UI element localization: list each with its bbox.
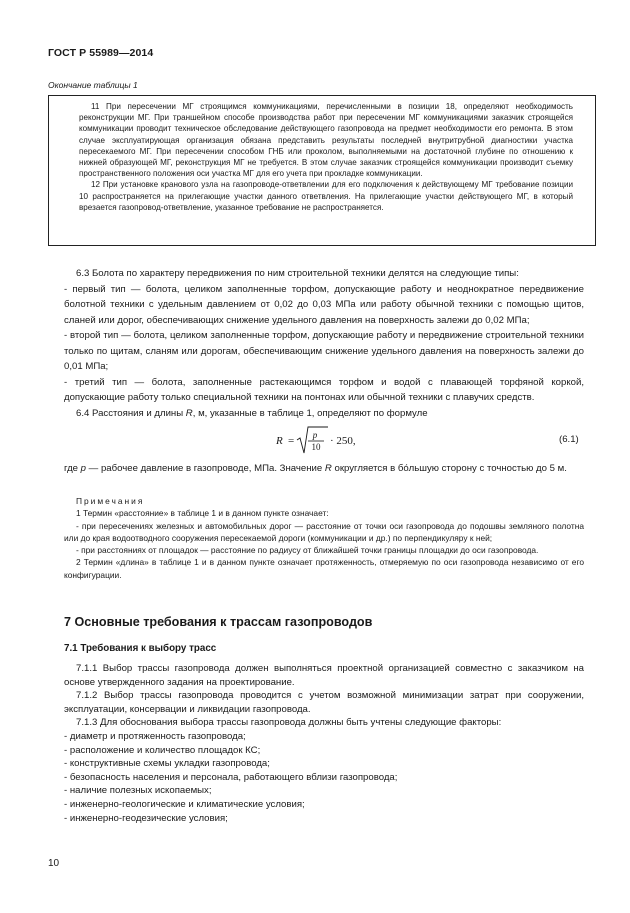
para-7-1-3: 7.1.3 Для обоснования выбора трассы газопровода должны быть учтены следующие факторы: <box>76 717 502 729</box>
swamp-type-1: - первый тип — болота, целиком заполненные торфом, допускающие работу и неоднократное передвижение болотной техники с удельным давлением от 0,02 до 0,03 МПа или работу обычной техники с помощью щитов, сланей или дорог, обеспечивающих снижение удельного давления на поверхность залежи до 0,02 МПа; <box>64 283 584 326</box>
formula-numerator: p <box>312 430 318 440</box>
factor-item: - диаметр и протяженность газопровода; <box>64 730 246 742</box>
section-6-3 <box>64 266 584 421</box>
where-clause: где p — рабочее давление в газопроводе, МПа. Значение R округляется в бо́льшую сторону с точностью до 5 м. <box>64 463 567 474</box>
table-note-12: 12 При установке кранового узла на газопроводе-ответвлении для его подключения к действующему МГ требование позиции 10 распространяется на прилегающие участки данного ответвления. На прилегающие участки действующего МГ, в который врезается газопровод-ответвление, указанное требование не распространяется. <box>79 180 573 212</box>
note-1a: - при пересечениях железных и автомобильных дорог — расстояние от точки оси газопровода до подошвы земляного полотна или до края водоотводного сооружения пересекаемой дороги (коммуникации и др.) по перпендикуляру к ней; <box>64 520 584 543</box>
table-note-11: 11 При пересечении МГ строящимся коммуникациями, перечисленными в позиции 18, определяют необходимость реконструкции МГ. При траншейном способе производства работ при пересечении МГ коммуникациями заказчик строящейся коммуникации проводит техническое обследование действующего газопровода на предмет необходимости его ремонта. В этом случае эксплуатирующая организация обязана представить результаты последней внутритрубной диагностики участка пересекаемого МГ. При пересечении способом ГНБ или проколом, выполняемыми на достаточной глубине по отношению к нижней образующей МГ, реконструкция МГ не требуется. В этом случае заказчик строящейся коммуникации производит съемку пространственного положения оси участка МГ для его учета при прокладке коммуникации. <box>79 102 573 179</box>
formula-multiplier: · 250, <box>330 435 356 447</box>
factor-item: - инженерно-геодезические условия; <box>64 812 228 824</box>
formula-eq: = <box>288 435 295 447</box>
page-number: 10 <box>48 858 60 869</box>
formula-lhs: R <box>276 435 283 447</box>
section-6-3-intro: 6.3 Болота по характеру передвижения по ним строительной техники делятся на следующие типы: <box>76 268 519 279</box>
section-6-4-intro: 6.4 Расстояния и длины R, м, указанные в таблице 1, определяют по формуле <box>76 407 428 419</box>
para-7-1-2: 7.1.2 Выбор трассы газопровода проводится с учетом возможной минимизации затрат при сооружении, эксплуатации, консервации и ликвидации газопровода. <box>64 690 584 715</box>
formula-6-1 <box>0 422 630 462</box>
factor-item: - расположение и количество площадок КС; <box>64 744 261 756</box>
factor-item: - безопасность населения и персонала, работающего вблизи газопровода; <box>64 771 398 783</box>
factor-item: - инженерно-геологические и климатические условия; <box>64 798 305 810</box>
swamp-type-2: - второй тип — болота, целиком заполненные торфом, допускающие работу и передвижение строительной техники только по щитам, сланям или дорогам, обеспечивающим снижение удельного давления на поверхность залежи до 0,01 МПа; <box>64 330 584 372</box>
formula-denominator: 10 <box>311 442 321 452</box>
section-7-1-title: 7.1 Требования к выбору трасс <box>64 643 217 654</box>
note-1: 1 Термин «расстояние» в таблице 1 и в данном пункте означает: <box>76 508 329 519</box>
note-2: 2 Термин «длина» в таблице 1 и в данном пункте означает протяженность, отмеряемую по оси газопровода независимо от его конфигурации. <box>64 557 584 580</box>
equation-number: (6.1) <box>559 434 579 445</box>
notes-block <box>64 495 584 581</box>
factor-item: - наличие полезных ископаемых; <box>64 785 212 797</box>
para-7-1-1: 7.1.1 Выбор трассы газопровода должен выполняться проектной организацией совместно с заказчиком на основе утвержденного задания на проектирование. <box>64 663 584 688</box>
table-caption: Окончание таблицы 1 <box>48 80 138 90</box>
formula-expression <box>268 422 378 462</box>
formula-explanation <box>64 462 584 477</box>
section-7-title: 7 Основные требования к трассам газопроводов <box>64 615 373 629</box>
swamp-type-3: - третий тип — болота, заполненные растекающимся торфом и водой с плавающей торфяной коркой, допускающие работу только специальной техники на понтонах или обычной техники с плавучих средств. <box>64 376 584 403</box>
section-7-1-body <box>64 662 584 825</box>
document-header: ГОСТ Р 55989—2014 <box>48 47 154 59</box>
notes-heading: Примечания <box>76 496 145 506</box>
table-notes-box <box>48 95 596 246</box>
note-1b: - при расстояниях от площадок — расстояние по радиусу от ближайшей точки границы площадки до оси газопровода. <box>76 545 539 556</box>
factor-item: - конструктивные схемы укладки газопровода; <box>64 758 270 770</box>
